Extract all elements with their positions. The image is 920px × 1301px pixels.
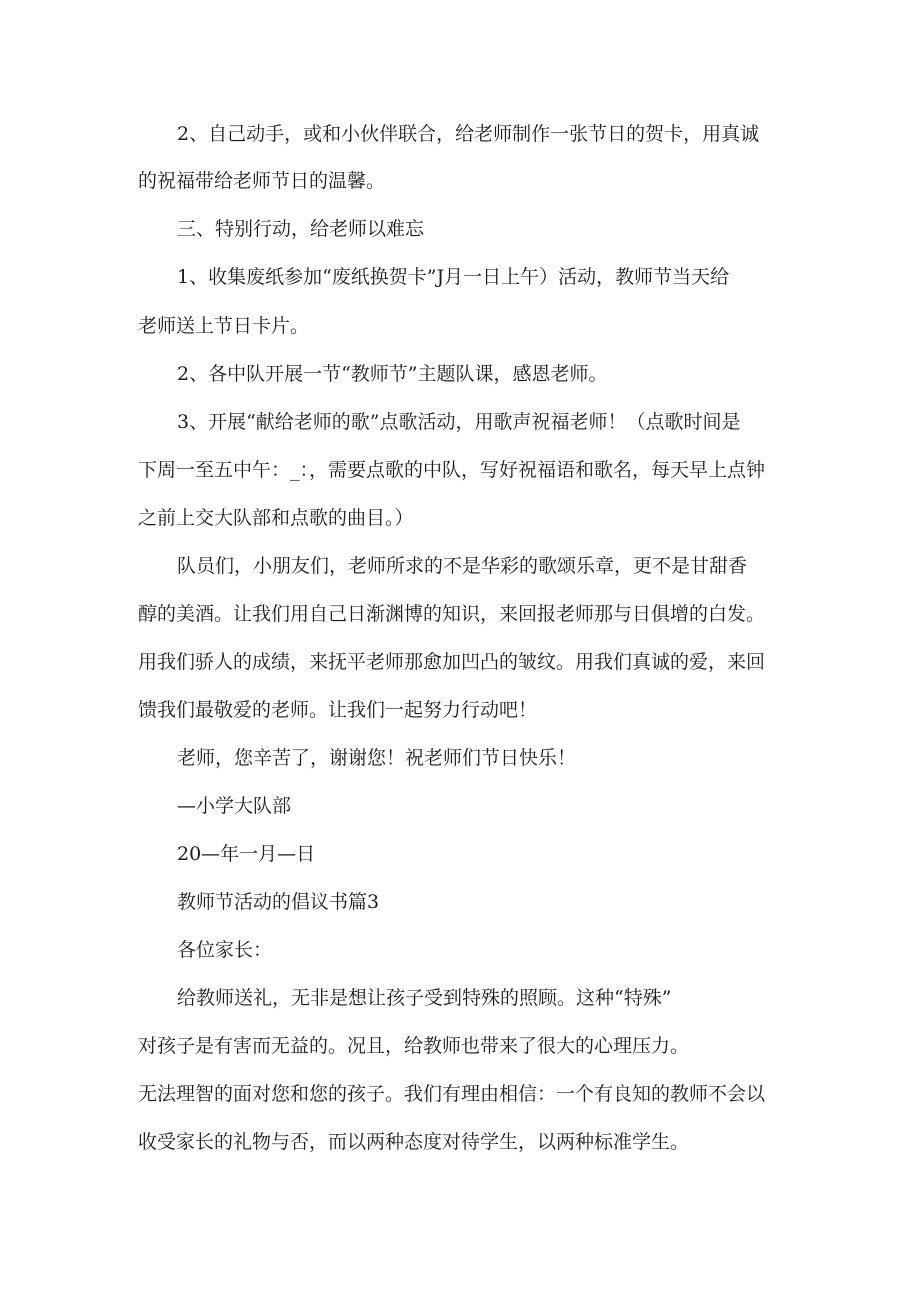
- date-line: 20—年一月—日: [177, 843, 316, 865]
- paragraph-line: 的祝福带给老师节日的温馨。: [138, 170, 386, 192]
- signature-line: —小学大队部: [177, 795, 292, 817]
- paragraph-line: 收受家长的礼物与否，而以两种态度对待学生，以两种标准学生。: [138, 1131, 690, 1153]
- paragraph-line: 2、各中队开展一节“教师节”主题队课，感恩老师。: [177, 363, 608, 385]
- paragraph-line: 用我们骄人的成绩，来抚平老师那愈加凹凸的皱纹。用我们真诚的爱，来回: [138, 651, 766, 673]
- closing-line: 老师，您辛苦了，谢谢您！祝老师们节日快乐！: [177, 747, 577, 769]
- paragraph-line: 队员们，小朋友们，老师所求的不是华彩的歌颂乐章，更不是甘甜香: [177, 555, 748, 577]
- paragraph-line: 老师送上节日卡片。: [138, 315, 310, 337]
- paragraph-line: 1、收集废纸参加“废纸换贺卡”J月一日上午）活动，教师节当天给: [177, 266, 730, 288]
- paragraph-line: 给教师送礼，无非是想让孩子受到特殊的照顾。这种“特殊”: [177, 987, 672, 1009]
- paragraph-line: 之前上交大队部和点歌的曲目。）: [138, 507, 414, 529]
- paragraph-line: 下周一至五中午：_：，需要点歌的中队，写好祝福语和歌名，每天早上点钟: [138, 459, 766, 481]
- salutation: 各位家长：: [177, 939, 273, 961]
- section-heading: 三、特别行动，给老师以难忘: [177, 218, 425, 240]
- article-title: 教师节活动的倡议书篇3: [177, 891, 380, 913]
- paragraph-line: 3、开展“献给老师的歌”点歌活动，用歌声祝福老师！（点歌时间是: [177, 411, 741, 433]
- paragraph-line: 无法理智的面对您和您的孩子。我们有理由相信：一个有良知的教师不会以: [138, 1083, 766, 1105]
- paragraph-line: 醇的美酒。让我们用自己日渐渊博的知识，来回报老师那与日俱增的白发。: [138, 603, 766, 625]
- paragraph-line: 2、自己动手，或和小伙伴联合，给老师制作一张节日的贺卡，用真诚: [177, 123, 760, 145]
- paragraph-line: 对孩子是有害而无益的。况且，给教师也带来了很大的心理压力。: [138, 1035, 690, 1057]
- paragraph-line: 馈我们最敬爱的老师。让我们一起努力行动吧！: [138, 699, 538, 721]
